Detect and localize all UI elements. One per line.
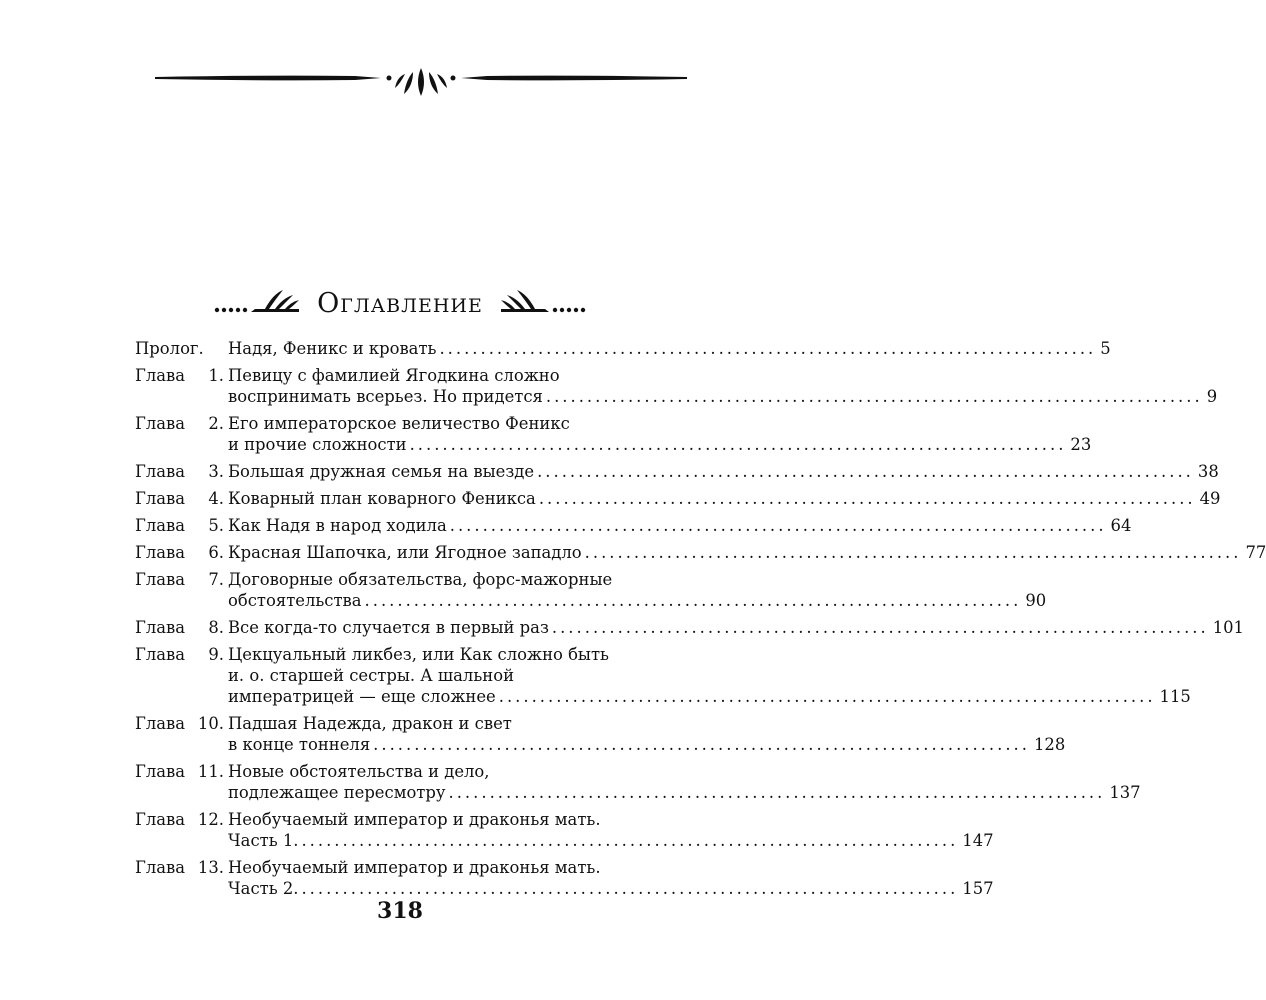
dot-leader: ................................................................................ [364,591,1022,610]
toc-entry[interactable] [135,617,1244,638]
toc-page-number: 128 [1033,735,1066,754]
toc-entry-prefix [135,542,228,563]
toc-entry[interactable] [135,542,1266,563]
toc-title-line: Как Надя в народ ходила [228,516,447,535]
toc-page-number: 115 [1159,687,1191,706]
chapter-word: Глава [135,570,186,589]
toc-entry-title [228,365,1218,407]
toc-title-line: и прочие сложности [228,435,407,454]
chapter-word: Глава [135,810,186,829]
toc-title-line: Цекцуальный ликбез, или Как сложно быть [228,645,609,664]
toc-entry-title [228,857,994,899]
toc-entry[interactable] [135,569,1047,611]
toc-entry-prefix [135,488,228,509]
chapter-number: 2. [208,414,224,433]
toc-entry-prefix [135,461,228,482]
toc-entry-prefix [135,761,228,803]
chapter-word: Глава [135,516,186,535]
toc-title-line: Необучаемый император и драконья мать. [228,810,601,829]
dot-leader: ................................................................................ [301,831,959,850]
toc-entry-title [228,542,1266,563]
toc-page-number: 77 [1245,543,1266,562]
toc-title-line: Надя, Феникс и кровать [228,339,437,358]
toc-page-number: 38 [1197,462,1219,481]
toc-entry-prefix [135,365,228,407]
toc-entry-prefix [135,857,228,899]
toc-entry[interactable] [135,338,1111,359]
dot-leader: ................................................................................ [584,543,1242,562]
toc-page-number: 5 [1100,339,1111,358]
toc-title-line: обстоятельства [228,591,362,610]
toc-entry-title [228,761,1141,803]
toc-entry-prefix [135,413,228,455]
chapter-number: 10. [197,714,224,733]
toc-entry[interactable] [135,488,1221,509]
dot-leader: ................................................................................ [498,687,1156,706]
toc-title-line: Большая дружная семья на выезде [228,462,535,481]
toc-title-line: воспринимать всерьез. Но придется [228,387,543,406]
table-of-contents [135,338,1266,905]
toc-entry[interactable] [135,857,994,899]
toc-entry-title [228,488,1221,509]
dot-leader: ................................................................................ [409,435,1067,454]
dot-leader: ................................................................................ [537,462,1194,481]
dot-leader: ................................................................................ [449,516,1107,535]
chapter-word: Глава [135,645,186,664]
chapter-number: 4. [208,489,224,508]
chapter-number: 7. [208,570,224,589]
toc-page-number: 101 [1212,618,1244,637]
toc-entry-title [228,515,1132,536]
ornamental-divider-icon [155,62,687,98]
chapter-number: 6. [208,543,224,562]
toc-entry-prefix [135,617,228,638]
toc-title-line: Часть 2. [228,879,299,898]
dot-leader: ................................................................................ [301,879,959,898]
page-number: 318 [377,898,423,924]
toc-title-line: Часть 1. [228,831,299,850]
left-flourish-icon [213,288,303,318]
toc-entry-prefix [135,338,228,359]
toc-page-number: 90 [1025,591,1047,610]
toc-page-number: 9 [1206,387,1218,406]
toc-title-line: Необучаемый император и драконья мать. [228,858,601,877]
toc-page-number: 137 [1109,783,1141,802]
toc-entry[interactable] [135,365,1218,407]
toc-title-line: подлежащее пересмотру [228,783,446,802]
chapter-number: 1. [208,366,224,385]
toc-page-number: 157 [962,879,994,898]
toc-entry[interactable] [135,761,1141,803]
toc-entry[interactable] [135,461,1219,482]
toc-entry[interactable] [135,413,1092,455]
chapter-word: Глава [135,858,186,877]
toc-entry-title [228,713,1066,755]
chapter-number: 5. [208,516,224,535]
toc-entry-title [228,809,994,851]
toc-entry[interactable] [135,644,1191,707]
toc-entry-title [228,461,1219,482]
chapter-word: Глава [135,762,186,781]
toc-title-line: императрицей — еще сложнее [228,687,496,706]
dot-leader: ................................................................................ [538,489,1196,508]
dot-leader: ................................................................................ [545,387,1203,406]
chapter-word: Глава [135,543,186,562]
chapter-word: Глава [135,618,186,637]
toc-page-number: 23 [1070,435,1092,454]
chapter-word: Глава [135,366,186,385]
toc-title: Оглавление [317,287,483,319]
toc-title-line: Падшая Надежда, дракон и свет [228,714,512,733]
right-flourish-icon [497,288,587,318]
toc-entry-title [228,569,1047,611]
toc-entry-prefix [135,713,228,755]
toc-entry-prefix [135,569,228,611]
toc-title-line: Договорные обязательства, форс-мажорные [228,570,613,589]
toc-title-line: и. о. старшей сестры. А шальной [228,666,514,685]
chapter-number: 12. [197,810,224,829]
dot-leader: ................................................................................ [448,783,1106,802]
toc-entry-prefix [135,809,228,851]
chapter-word: Глава [135,414,186,433]
toc-entry-title [228,644,1191,707]
toc-entry-title [228,617,1244,638]
toc-title-line: Новые обстоятельства и дело, [228,762,490,781]
chapter-word: Глава [135,462,186,481]
chapter-number: 3. [208,462,224,481]
dot-leader: ................................................................................ [373,735,1030,754]
toc-title-row [0,286,800,320]
toc-entry[interactable] [135,713,1066,755]
toc-title-line: Все когда-то случается в первый раз [228,618,549,637]
chapter-word: Глава [135,489,186,508]
dot-leader: ................................................................................ [551,618,1209,637]
toc-entry[interactable] [135,515,1132,536]
toc-title-line: Его императорское величество Феникс [228,414,570,433]
toc-entry-prefix [135,515,228,536]
chapter-number: 9. [208,645,224,664]
chapter-number: 8. [208,618,224,637]
chapter-number: 13. [197,858,224,877]
chapter-word: Глава [135,714,186,733]
toc-page-number: 49 [1199,489,1221,508]
toc-title-line: Красная Шапочка, или Ягодное западло [228,543,582,562]
toc-entry-title [228,338,1111,359]
toc-page-number: 64 [1110,516,1132,535]
prologue-label: Пролог. [135,339,204,358]
toc-title-line: в конце тоннеля [228,735,371,754]
toc-title-line: Певицу с фамилией Ягодкина сложно [228,366,560,385]
toc-entry[interactable] [135,809,994,851]
toc-entry-prefix [135,644,228,707]
chapter-number: 11. [197,762,224,781]
toc-entry-title [228,413,1092,455]
toc-page-number: 147 [962,831,994,850]
dot-leader: ................................................................................ [439,339,1097,358]
toc-title-line: Коварный план коварного Феникса [228,489,536,508]
